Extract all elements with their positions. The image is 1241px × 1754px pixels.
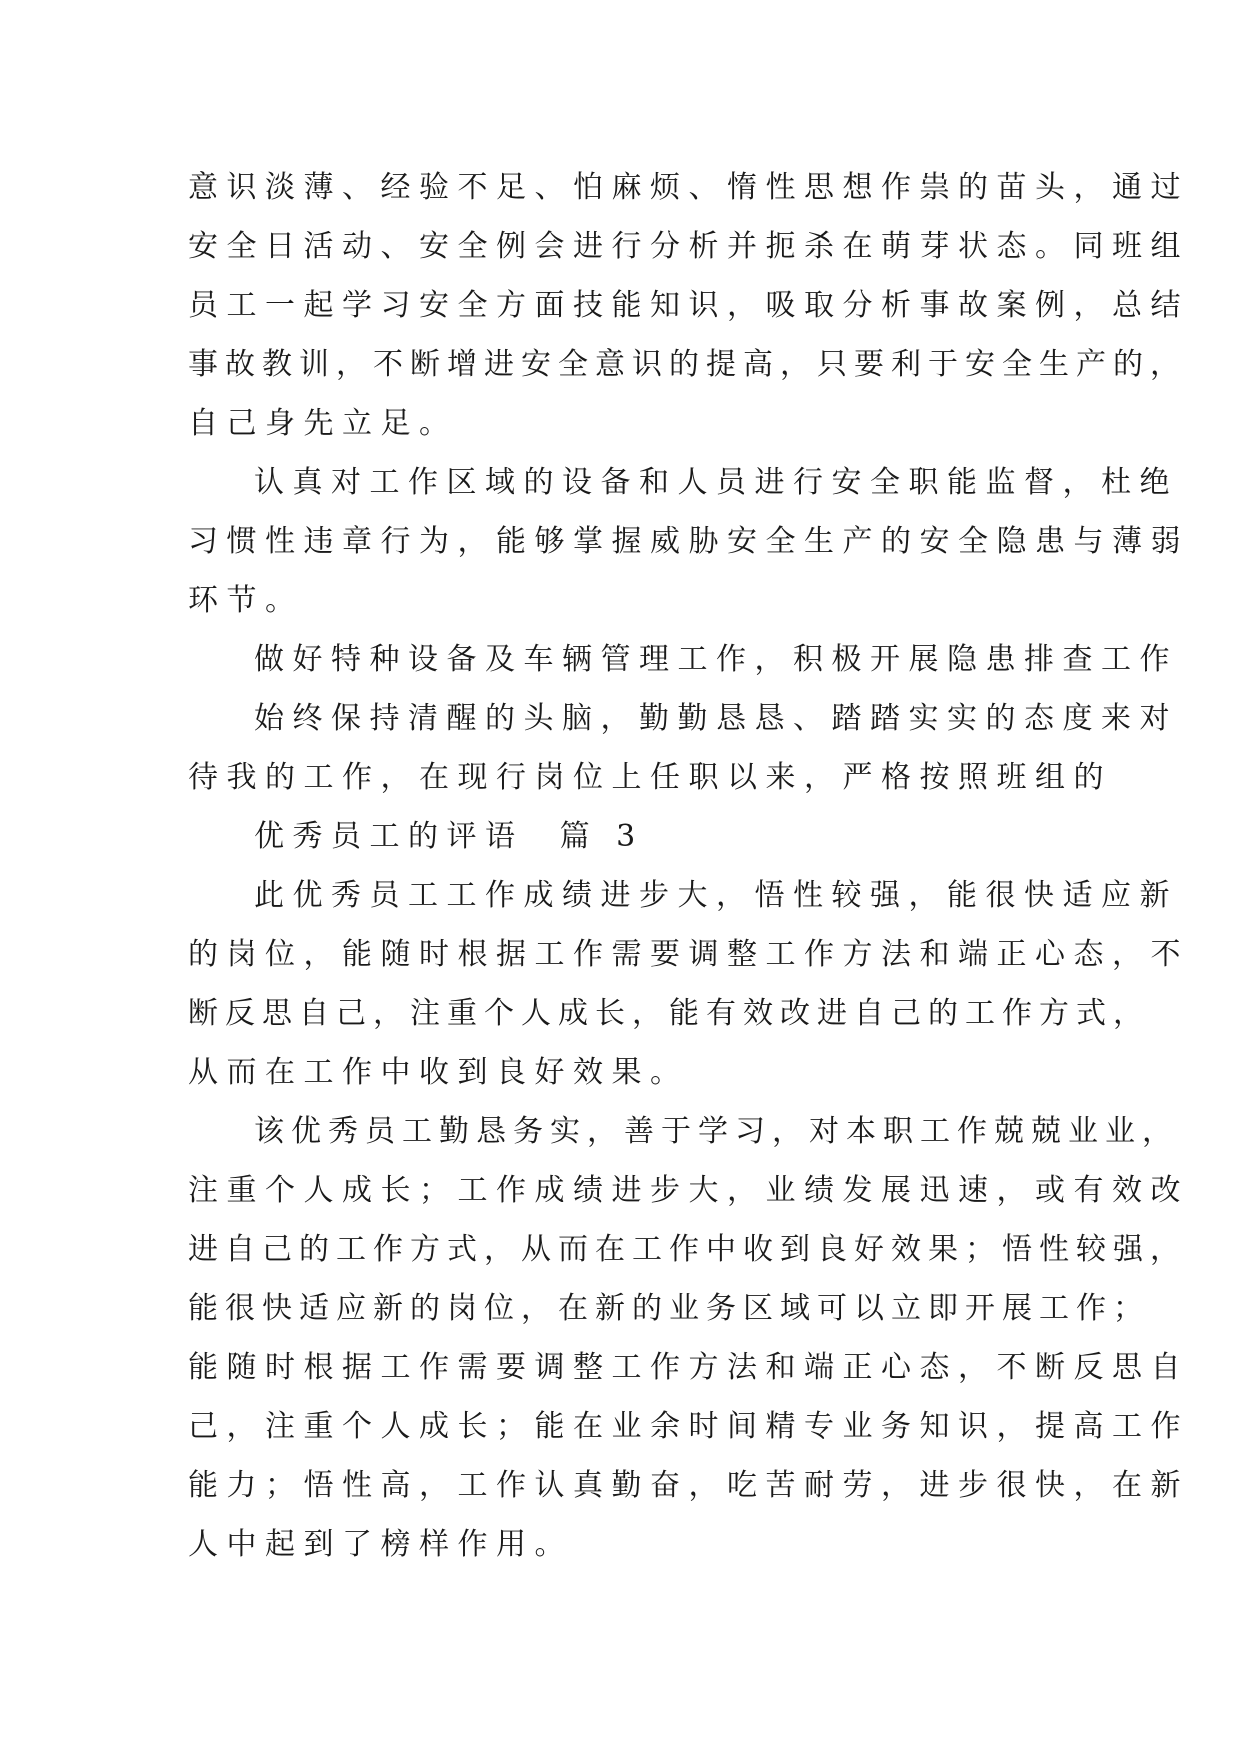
paragraph-start-line: 做好特种设备及车辆管理工作，积极开展隐患排查工作 bbox=[254, 642, 1178, 677]
text-line: 己，注重个人成长；能在业余时间精专业务知识，提高工作 bbox=[188, 1409, 1189, 1444]
text-line: 员工一起学习安全方面技能知识，吸取分析事故案例，总结 bbox=[188, 288, 1189, 323]
text-line: 事故教训，不断增进安全意识的提高，只要利于安全生产的， bbox=[188, 347, 1187, 382]
text-line: 的岗位，能随时根据工作需要调整工作方法和端正心态，不 bbox=[188, 937, 1189, 972]
text-line: 从而在工作中收到良好效果。 bbox=[188, 1055, 689, 1090]
text-line: 环节。 bbox=[188, 583, 304, 618]
text-line: 安全日活动、安全例会进行分析并扼杀在萌芽状态。同班组 bbox=[188, 229, 1189, 264]
text-line: 自己身先立足。 bbox=[188, 406, 458, 441]
text-line: 能随时根据工作需要调整工作方法和端正心态，不断反思自 bbox=[188, 1350, 1189, 1385]
section-heading: 优秀员工的评语 篇 3 bbox=[254, 819, 644, 854]
text-line: 断反思自己，注重个人成长，能有效改进自己的工作方式， bbox=[188, 996, 1150, 1031]
paragraph-start-line: 该优秀员工勤恳务实，善于学习，对本职工作兢兢业业， bbox=[254, 1114, 1179, 1149]
text-line: 人中起到了榜样作用。 bbox=[188, 1527, 573, 1562]
text-line: 注重个人成长；工作成绩进步大，业绩发展迅速，或有效改 bbox=[188, 1173, 1189, 1208]
text-line: 能很快适应新的岗位，在新的业务区域可以立即开展工作； bbox=[188, 1291, 1150, 1326]
text-line: 能力；悟性高，工作认真勤奋，吃苦耐劳，进步很快，在新 bbox=[188, 1468, 1189, 1503]
text-line: 进自己的工作方式，从而在工作中收到良好效果；悟性较强， bbox=[188, 1232, 1187, 1267]
paragraph-start-line: 认真对工作区域的设备和人员进行安全职能监督，杜绝 bbox=[254, 465, 1178, 500]
paragraph-start-line: 始终保持清醒的头脑，勤勤恳恳、踏踏实实的态度来对 bbox=[254, 701, 1178, 736]
text-line: 意识淡薄、经验不足、怕麻烦、惰性思想作祟的苗头，通过 bbox=[188, 170, 1189, 205]
text-line: 待我的工作，在现行岗位上任职以来，严格按照班组的 bbox=[188, 760, 1112, 795]
text-line: 习惯性违章行为，能够掌握威胁安全生产的安全隐患与薄弱 bbox=[188, 524, 1189, 559]
document-body bbox=[188, 158, 1189, 1574]
paragraph-start-line: 此优秀员工工作成绩进步大，悟性较强，能很快适应新 bbox=[254, 878, 1178, 913]
